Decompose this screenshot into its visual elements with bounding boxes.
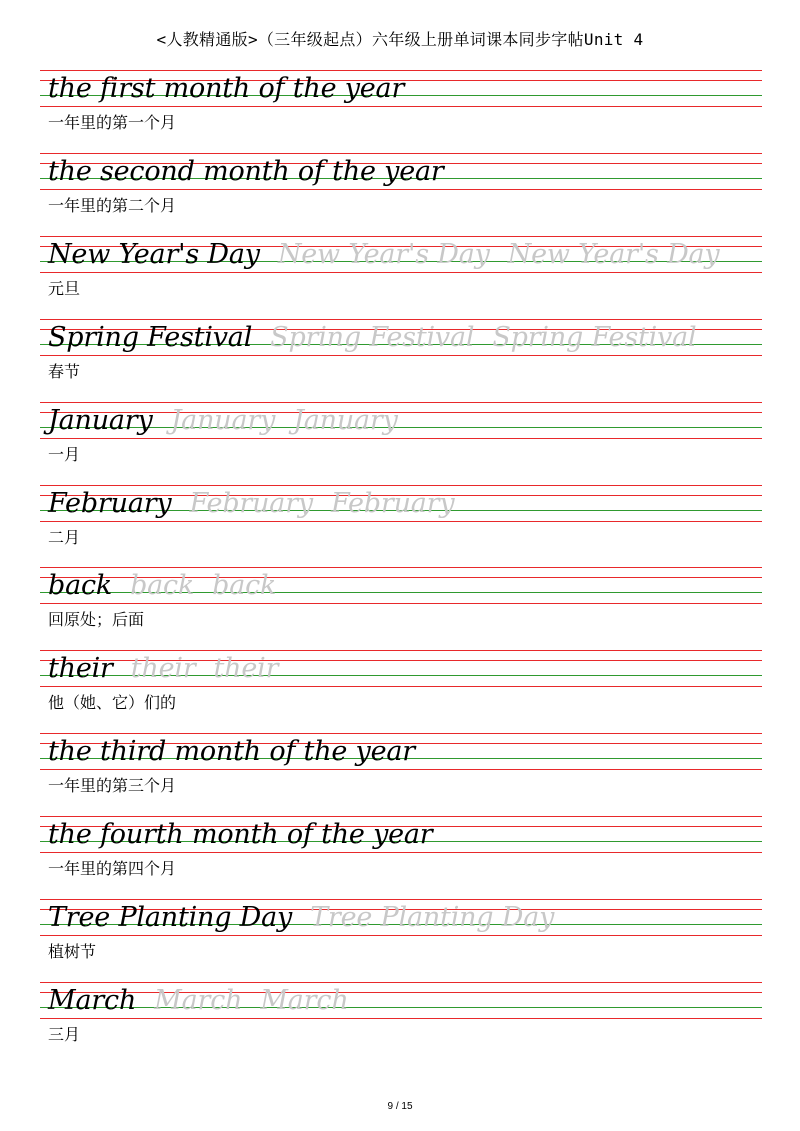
word-meaning: 一年里的第二个月: [48, 195, 177, 215]
trace-word: Spring Festival: [492, 321, 697, 353]
vocab-word: [48, 238, 719, 272]
vocab-word-text: Tree Planting Day: [48, 902, 293, 933]
copybook-row: [0, 149, 800, 232]
guide-line: [40, 521, 762, 522]
vocab-word-text: the third month of the year: [48, 736, 415, 768]
word-meaning: 二月: [48, 527, 81, 547]
word-meaning: 春节: [48, 361, 81, 381]
copybook-row: [0, 315, 800, 398]
trace-word: New Year's Day: [277, 238, 490, 270]
word-meaning: 元旦: [48, 278, 81, 298]
trace-word: their: [130, 653, 196, 685]
trace-word: New Year's Day: [507, 238, 720, 270]
trace-word: Spring Festival: [270, 321, 475, 353]
page-number: 9 / 15: [387, 1101, 413, 1112]
trace-word: January: [170, 404, 276, 436]
guide-line: [40, 650, 762, 651]
trace-word: back: [130, 570, 195, 602]
vocab-word-text: the fourth month of the year: [48, 819, 433, 851]
copybook-row: [0, 66, 800, 149]
vocab-word: [48, 569, 276, 603]
guide-line: [40, 153, 762, 154]
guide-line: [40, 852, 762, 853]
copybook-row: [0, 398, 800, 481]
copybook-row: [0, 232, 800, 315]
vocab-word: [48, 984, 349, 1018]
guide-line: [40, 769, 762, 770]
vocab-word-text: New Year's Day: [48, 238, 260, 270]
trace-word: March: [154, 984, 243, 1016]
trace-word: their: [213, 653, 279, 685]
word-meaning: 一年里的第三个月: [48, 776, 177, 796]
guide-line: [40, 438, 762, 439]
copybook-row: [0, 646, 800, 729]
guide-line: [40, 70, 762, 71]
word-meaning: 一年里的第一个月: [48, 113, 177, 132]
trace-word: January: [293, 404, 398, 436]
guide-line: [40, 1018, 762, 1019]
vocab-word: [48, 818, 433, 852]
guide-line: [40, 899, 762, 900]
guide-line: [40, 236, 762, 237]
guide-line: [40, 106, 762, 107]
copybook-row: [0, 812, 800, 895]
word-meaning: 一月: [48, 444, 81, 464]
vocab-word-text: the first month of the year: [48, 73, 405, 104]
guide-line: [40, 189, 762, 190]
trace-word: February: [189, 487, 313, 519]
guide-line: [40, 935, 762, 936]
guide-line: [40, 319, 762, 320]
copybook-row: [0, 978, 800, 1061]
vocab-word-text: February: [48, 487, 172, 519]
vocab-word-text: March: [48, 984, 137, 1016]
guide-line: [40, 355, 762, 356]
vocab-word: [48, 901, 554, 935]
vocab-word: [48, 735, 415, 769]
guide-line: [40, 272, 762, 273]
copybook-row: [0, 729, 800, 812]
guide-line: [40, 485, 762, 486]
word-meaning: 三月: [48, 1024, 81, 1044]
guide-line: [40, 982, 762, 983]
vocab-word: [48, 652, 278, 686]
trace-word: Tree Planting Day: [310, 902, 555, 933]
guide-line: [40, 686, 762, 687]
vocab-word: [48, 487, 454, 521]
trace-word: February: [330, 487, 455, 519]
copybook-row: [0, 895, 800, 978]
copybook-row: [0, 563, 800, 646]
vocab-word: [48, 72, 404, 106]
word-meaning: 植树节: [48, 942, 97, 961]
word-meaning: 他（她、它）们的: [48, 693, 177, 713]
trace-word: back: [212, 570, 277, 602]
guide-line: [40, 402, 762, 403]
vocab-word-text: back: [48, 570, 113, 602]
guide-line: [40, 816, 762, 817]
guide-line: [40, 567, 762, 568]
page-title: <人教精通版>（三年级起点）六年级上册单词课本同步字帖Unit 4: [156, 30, 644, 49]
vocab-word-text: Spring Festival: [48, 321, 253, 353]
vocab-word: [48, 155, 444, 189]
guide-line: [40, 733, 762, 734]
trace-word: March: [260, 984, 349, 1016]
vocab-word: [48, 404, 398, 438]
guide-line: [40, 603, 762, 604]
word-meaning: 一年里的第四个月: [48, 859, 177, 879]
vocab-word: [48, 321, 696, 355]
vocab-word-text: their: [48, 653, 113, 685]
copybook-row: [0, 481, 800, 564]
vocab-word-text: the second month of the year: [48, 155, 444, 187]
vocab-word-text: January: [48, 404, 153, 436]
word-meaning: 回原处；后面: [48, 610, 145, 630]
